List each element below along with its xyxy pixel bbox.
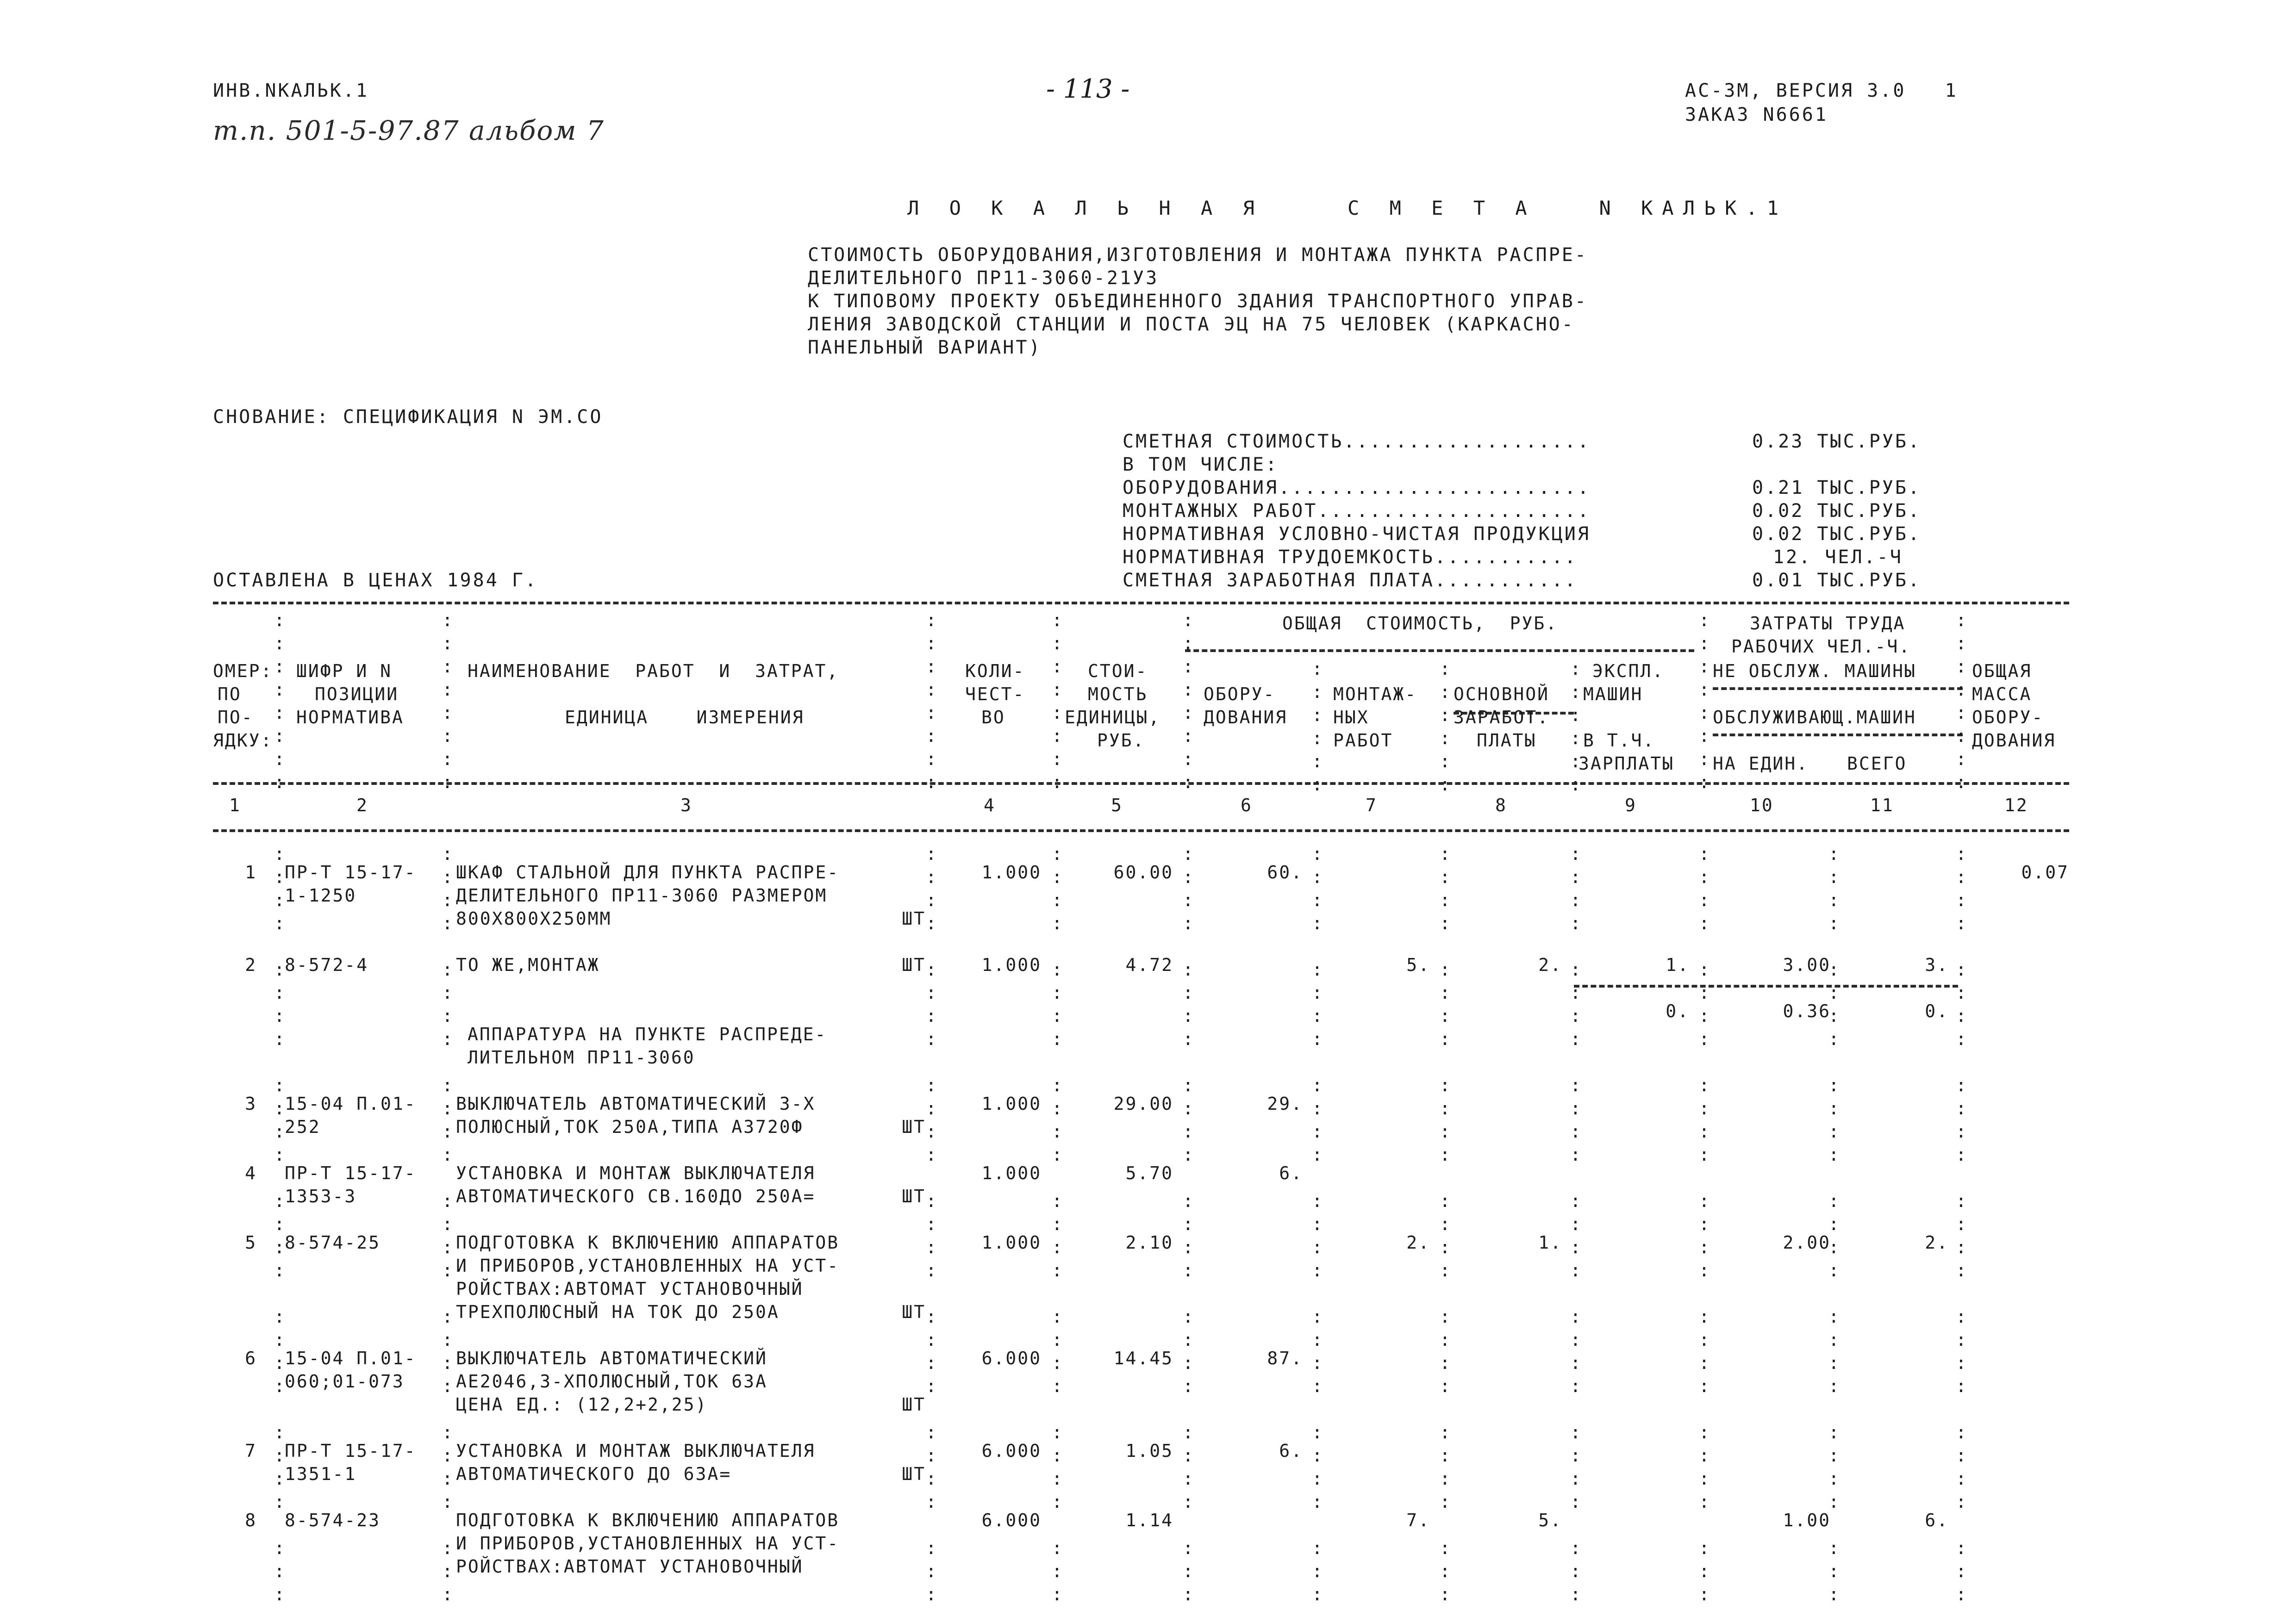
norm-code: 8-574-25	[285, 1232, 381, 1253]
cell-l-unit: 2.00	[1783, 1232, 1831, 1253]
column-number: 3	[680, 795, 693, 815]
summary-label: МОНТАЖНЫХ РАБОТ.....................	[1123, 500, 1591, 522]
norm-code: 8-572-4	[285, 955, 369, 975]
norm-code: ПР-Т 15-17-	[285, 862, 417, 883]
unit-of-measure: ШТ	[902, 1302, 926, 1322]
cell-equip: 60.	[1267, 862, 1303, 883]
column-number: 11	[1870, 795, 1894, 815]
column-number: 8	[1495, 795, 1507, 815]
norm-code: 252	[285, 1117, 321, 1137]
unit-price: 14.45	[1113, 1348, 1173, 1368]
cell-mach: 1.	[1666, 955, 1690, 975]
norm-code: 8-574-23	[285, 1510, 381, 1530]
quantity: 6.000	[981, 1510, 1042, 1530]
row-number: 5	[245, 1232, 257, 1253]
order-number: ЗАКАЗ N6661	[1685, 104, 1828, 125]
quantity: 6.000	[981, 1441, 1042, 1461]
summary-value: 0.23 ТЫС.РУБ.	[1752, 431, 1922, 452]
cell-mount: 2.	[1406, 1232, 1430, 1253]
labor-sub-header: ВСЕГО	[1847, 753, 1907, 774]
quantity: 1.000	[981, 1163, 1042, 1183]
column-number: 4	[984, 795, 996, 815]
subtotal-rule	[1574, 985, 1958, 988]
col8-header: ПЛАТЫ	[1477, 730, 1537, 751]
col12-header: ОБЩАЯ	[1972, 661, 2032, 681]
basis-line: СНОВАНИЕ: СПЕЦИФИКАЦИЯ N ЭМ.СО	[213, 406, 603, 428]
work-name: РОЙСТВАХ:АВТОМАТ УСТАНОВОЧНЫЙ	[456, 1279, 804, 1299]
unit-of-measure: ШТ	[902, 1394, 926, 1415]
column-separator: : : : : : : : : : : : : : : : : : : : : : : : : : : :	[1699, 844, 1710, 1604]
norm-code: ПР-Т 15-17-	[285, 1163, 417, 1183]
col4-header: ЧЕСТ-	[965, 684, 1025, 704]
unit-price: 5.70	[1125, 1163, 1173, 1183]
col12-header: МАССА	[1972, 684, 2032, 704]
summary-label: НОРМАТИВНАЯ УСЛОВНО-ЧИСТАЯ ПРОДУКЦИЯ	[1123, 523, 1591, 545]
col5-header: СТОИ-	[1088, 661, 1148, 681]
column-number: 7	[1366, 795, 1378, 815]
col2-header: НОРМАТИВА	[296, 707, 404, 728]
header-subrule	[1713, 687, 1963, 690]
quantity: 1.000	[981, 955, 1042, 975]
summary-value: 0.01 ТЫС.РУБ.	[1752, 570, 1922, 591]
work-name: АВТОМАТИЧЕСКОГО СВ.160ДО 250А=	[456, 1186, 816, 1206]
work-name: ПОДГОТОВКА К ВКЛЮЧЕНИЮ АППАРАТОВ	[456, 1232, 840, 1253]
page-number: - 113 -	[1046, 74, 1130, 104]
column-number: 5	[1111, 795, 1123, 815]
column-separator: : : : : : : : : : : : : : : : : : : : : : : : : : : :	[1312, 844, 1323, 1604]
header-subrule	[1713, 734, 1963, 736]
header-subrule	[1185, 649, 1694, 652]
col1-header: ЯДКУ:	[213, 730, 273, 751]
work-name: УСТАНОВКА И МОНТАЖ ВЫКЛЮЧАТЕЛЯ	[456, 1163, 816, 1183]
column-number: 6	[1241, 795, 1253, 815]
col7-header: РАБОТ	[1333, 730, 1393, 751]
column-number: 2	[356, 795, 368, 815]
column-separator: : : : : : : : : : : : : : : : : : : : : : : : : : : :	[1440, 844, 1450, 1604]
work-name: ПОЛЮСНЫЙ,ТОК 250А,ТИПА А3720Ф	[456, 1117, 804, 1137]
row-number: 4	[245, 1163, 257, 1183]
summary-label: В ТОМ ЧИСЛЕ:	[1123, 454, 1279, 475]
section-heading: АППАРАТУРА НА ПУНКТЕ РАСПРЕДЕ-	[468, 1024, 827, 1045]
norm-code: 15-04 П.01-	[285, 1348, 417, 1368]
column-separator: : : : : : : : : : : : : : : : : : : : : : : : : : : :	[1956, 844, 1966, 1604]
quantity: 1.000	[981, 862, 1042, 883]
cell-mach2: 0.	[1666, 1001, 1690, 1021]
work-name: УСТАНОВКА И МОНТАЖ ВЫКЛЮЧАТЕЛЯ	[456, 1441, 816, 1461]
col8-header: ЗАРАБОТ.	[1454, 707, 1550, 728]
norm-code: 1351-1	[285, 1464, 357, 1484]
column-separator: : : : : : : : : : : : : : : : : : : : : : : : : : : :	[1052, 844, 1062, 1604]
cell-l-total: 6.	[1925, 1510, 1949, 1530]
description-line: СТОИМОСТЬ ОБОРУДОВАНИЯ,ИЗГОТОВЛЕНИЯ И МОНТАЖА ПУНКТА РАСПРЕ-	[808, 244, 1588, 266]
unit-price: 60.00	[1113, 862, 1173, 883]
cell-mount: 5.	[1406, 955, 1430, 975]
col6-header: ОБОРУ-	[1204, 684, 1276, 704]
work-name: И ПРИБОРОВ,УСТАНОВЛЕННЫХ НА УСТ-	[456, 1256, 840, 1276]
col9-header: В Т.Ч.	[1583, 730, 1655, 751]
summary-value: 0.02 ТЫС.РУБ.	[1752, 523, 1922, 545]
cell-equip: 87.	[1267, 1348, 1303, 1368]
work-name: ТО ЖЕ,МОНТАЖ	[456, 955, 600, 975]
column-separator: : : : : : : : : : : : : : : : : : : : : : : : : : : :	[274, 844, 285, 1604]
cell-l-total: 2.	[1925, 1232, 1949, 1253]
unit-of-measure: ШТ	[902, 1117, 926, 1137]
work-name: ВЫКЛЮЧАТЕЛЬ АВТОМАТИЧЕСКИЙ 3-Х	[456, 1094, 816, 1114]
unit-price: 29.00	[1113, 1094, 1173, 1114]
summary-value: 12. ЧЕЛ.-Ч	[1773, 547, 1903, 568]
cell-wage: 5.	[1538, 1510, 1562, 1530]
summary-value: 0.21 ТЫС.РУБ.	[1752, 477, 1922, 498]
quantity: 6.000	[981, 1348, 1042, 1368]
prices-note: ОСТАВЛЕНА В ЦЕНАХ 1984 Г.	[213, 570, 538, 591]
col7-header: НЫХ	[1333, 707, 1369, 728]
table-top-rule	[213, 602, 2069, 604]
row-number: 2	[245, 955, 257, 975]
column-number: 12	[2004, 795, 2028, 815]
section-heading: ЛИТЕЛЬНОМ ПР11-3060	[468, 1047, 695, 1068]
work-name: АЕ2046,3-ХПОЛЮСНЫЙ,ТОК 63А	[456, 1371, 767, 1392]
cell-wage: 1.	[1538, 1232, 1562, 1253]
cell-mount: 7.	[1406, 1510, 1430, 1530]
cell-l-unit: 3.00	[1783, 955, 1831, 975]
description-line: ДЕЛИТЕЛЬНОГО ПР11-3060-21У3	[808, 267, 1159, 289]
column-separator: : : : : : : : : : : : : : : : : : : : : : : : : : : :	[926, 844, 936, 1604]
labor-header: РАБОЧИХ ЧЕЛ.-Ч.	[1731, 636, 1911, 657]
unit-price: 1.05	[1125, 1441, 1173, 1461]
column-separator: : : : : : : : : : : : : : : : : : : : : : : : : : : :	[1183, 844, 1193, 1604]
inventory-number: ИНВ.NКАЛЬК.1	[213, 80, 369, 101]
numbers-bottom-rule	[213, 829, 2069, 832]
col9-header: ЭКСПЛ.	[1592, 661, 1665, 681]
col2-header: ПОЗИЦИИ	[315, 684, 399, 704]
unit-price: 2.10	[1125, 1232, 1173, 1253]
unit-of-measure: ШТ	[902, 908, 926, 929]
col7-header: МОНТАЖ-	[1333, 684, 1417, 704]
row-number: 1	[245, 862, 257, 883]
work-name: РОЙСТВАХ:АВТОМАТ УСТАНОВОЧНЫЙ	[456, 1556, 804, 1577]
quantity: 1.000	[981, 1094, 1042, 1114]
unit-of-measure: ШТ	[902, 955, 926, 975]
cell-equip: 6.	[1279, 1441, 1303, 1461]
col12-header: ДОВАНИЯ	[1972, 730, 2056, 751]
work-name: И ПРИБОРОВ,УСТАНОВЛЕННЫХ НА УСТ-	[456, 1533, 840, 1554]
work-name: 800Х800Х250ММ	[456, 908, 612, 929]
work-name: ВЫКЛЮЧАТЕЛЬ АВТОМАТИЧЕСКИЙ	[456, 1348, 767, 1368]
column-separator: : : : : : : : : : : : : : : : : : : : : : : : : : : :	[1828, 844, 1839, 1604]
cell-wage: 2.	[1538, 955, 1562, 975]
summary-label: ОБОРУДОВАНИЯ........................	[1123, 477, 1591, 498]
cell-l-total2: 0.	[1925, 1001, 1949, 1021]
col5-header: ЕДИНИЦЫ,	[1065, 707, 1161, 728]
col4-header: ВО	[981, 707, 1005, 728]
work-name: ДЕЛИТЕЛЬНОГО ПР11-3060 РАЗМЕРОМ	[456, 885, 828, 906]
column-number: 9	[1625, 795, 1637, 815]
labor-sub-header: НА ЕДИН.	[1713, 753, 1809, 774]
summary-label: СМЕТНАЯ СТОИМОСТЬ...................	[1123, 431, 1591, 452]
summary-value: 0.02 ТЫС.РУБ.	[1752, 500, 1922, 522]
col3-header: НАИМЕНОВАНИЕ РАБОТ И ЗАТРАТ,	[468, 661, 839, 681]
col2-header: ШИФР И N	[296, 661, 393, 681]
handwritten-album-reference: т.п. 501-5-97.87 альбом 7	[213, 115, 605, 146]
summary-label: СМЕТНАЯ ЗАРАБОТНАЯ ПЛАТА...........	[1123, 570, 1578, 591]
work-name: ПОДГОТОВКА К ВКЛЮЧЕНИЮ АППАРАТОВ	[456, 1510, 840, 1530]
cell-equip: 6.	[1279, 1163, 1303, 1183]
cell-l-total: 3.	[1925, 955, 1949, 975]
unit-price: 1.14	[1125, 1510, 1173, 1530]
program-version: АС-3М, ВЕРСИЯ 3.0 1	[1685, 80, 1958, 101]
header-bottom-rule	[213, 782, 2069, 785]
norm-code: 15-04 П.01-	[285, 1094, 417, 1114]
col5-header: РУБ.	[1097, 730, 1145, 751]
col12-header: ОБОРУ-	[1972, 707, 2044, 728]
unit-of-measure: ШТ	[902, 1464, 926, 1484]
summary-label: НОРМАТИВНАЯ ТРУДОЕМКОСТЬ...........	[1123, 547, 1578, 568]
cell-equip: 29.	[1267, 1094, 1303, 1114]
norm-code: 1-1250	[285, 885, 357, 906]
col1-header: ПО	[218, 684, 242, 704]
col9-header: МАШИН	[1583, 684, 1643, 704]
unit-of-measure: ШТ	[902, 1186, 926, 1206]
document-title: Л О К А Л Ь Н А Я С М Е Т А N КАЛЬК.1	[907, 197, 1788, 219]
work-name: ТРЕХПОЛЮСНЫЙ НА ТОК ДО 250А	[456, 1302, 780, 1322]
col1-header: ОМЕР:	[213, 661, 273, 681]
col3-header: ЕДИНИЦА ИЗМЕРЕНИЯ	[565, 707, 805, 728]
work-name: АВТОМАТИЧЕСКОГО ДО 63А=	[456, 1464, 732, 1484]
unit-price: 4.72	[1125, 955, 1173, 975]
col5-header: МОСТЬ	[1088, 684, 1148, 704]
col6-header: ДОВАНИЯ	[1204, 707, 1288, 728]
labor-header: ЗАТРАТЫ ТРУДА	[1750, 613, 1906, 634]
column-number: 10	[1750, 795, 1774, 815]
column-number: 1	[229, 795, 241, 815]
row-number: 3	[245, 1094, 257, 1114]
col8-header: ОСНОВНОЙ	[1454, 684, 1550, 704]
work-name: ЦЕНА ЕД.: (12,2+2,25)	[456, 1394, 708, 1415]
row-number: 7	[245, 1441, 257, 1461]
column-separator: : : : : : : : : : : : : : : : : : : : : : : : : : : :	[1570, 844, 1581, 1604]
cell-mass: 0.07	[2021, 862, 2069, 883]
col1-header: ПО-	[218, 707, 254, 728]
cell-l-unit2: 0.36	[1783, 1001, 1831, 1021]
total-cost-header: ОБЩАЯ СТОИМОСТЬ, РУБ.	[1282, 613, 1558, 634]
row-number: 6	[245, 1348, 257, 1368]
quantity: 1.000	[981, 1232, 1042, 1253]
column-separator: : : : : : : : : : : : : : : : : : : : : : : : : : : :	[442, 844, 453, 1604]
labor-sub-header: ОБСЛУЖИВАЮЩ.МАШИН	[1713, 707, 1916, 728]
row-number: 8	[245, 1510, 257, 1530]
norm-code: 1353-3	[285, 1186, 357, 1206]
description-line: ПАНЕЛЬНЫЙ ВАРИАНТ)	[808, 337, 1042, 358]
col9-header: ЗАРПЛАТЫ	[1578, 753, 1675, 774]
labor-sub-header: НЕ ОБСЛУЖ. МАШИНЫ	[1713, 661, 1916, 681]
description-line: К ТИПОВОМУ ПРОЕКТУ ОБЪЕДИНЕННОГО ЗДАНИЯ ТРАНСПОРТНОГО УПРАВ-	[808, 291, 1588, 312]
col4-header: КОЛИ-	[965, 661, 1025, 681]
norm-code: 060;01-073	[285, 1371, 405, 1392]
norm-code: ПР-Т 15-17-	[285, 1441, 417, 1461]
cell-l-unit: 1.00	[1783, 1510, 1831, 1530]
description-line: ЛЕНИЯ ЗАВОДСКОЙ СТАНЦИИ И ПОСТА ЭЦ НА 75 ЧЕЛОВЕК (КАРКАСНО-	[808, 314, 1575, 335]
work-name: ШКАФ СТАЛЬНОЙ ДЛЯ ПУНКТА РАСПРЕ-	[456, 862, 840, 883]
